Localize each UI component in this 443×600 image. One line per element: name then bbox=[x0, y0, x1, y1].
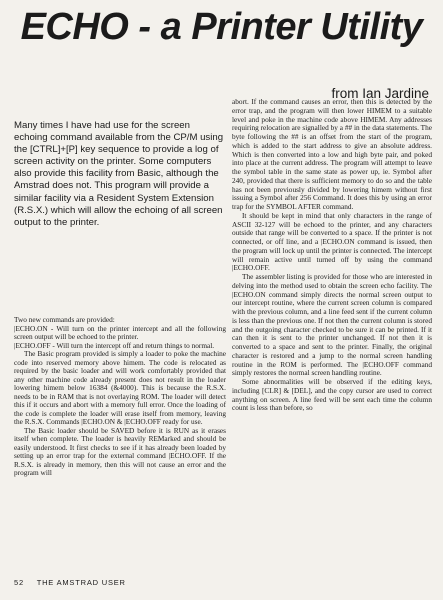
intro-paragraph: Many times I have had use for the screen echoing command available from the CP/M using the [CTRL]+[P] key sequence to provide a log of screen activity on the printer. Some computers also provide this facility from Basic, although the Amstrad does not. This program will provide a similar facility via a Resident System Extension (R.S.X.) which will allow the echoing of all screen output to the printer. bbox=[14, 120, 224, 228]
body-paragraph: Two new commands are provided: bbox=[14, 315, 115, 324]
body-paragraph: The Basic program provided is simply a loader to poke the machine code into reserved memory above himem. The code is relocated as required by the basic loader and will work comfortably provided that any other machine code already present does not result in the loader lowering himem below 16384 (&4000). This is because the R.S.X. needs to be in RAM that is not overlaying ROM. The loader will detect this if it occurs and abort with a memory full error. Once the loading of the code is complete the loader will erase itself from memory, leaving the R.S.X. Commands |ECHO.ON & |ECHO.OFF ready for use. bbox=[14, 349, 226, 426]
body-paragraph: Some abnormalities will be observed if the editing keys, including [CLR] & [DEL], and the copy cursor are used to correct anything on screen. A line feed will be sent each time the column count is less than before, so bbox=[232, 377, 432, 413]
body-paragraph: The Basic loader should be SAVED before it is RUN as it erases itself when complete. The loader is heavily REMarked and should be easily understood. It first checks to see if it has already been loaded by setting up an error trap for the external command |ECHO.OFF. If the R.S.X. is already in memory, then this will not cause an error and the program will bbox=[14, 425, 226, 477]
article-byline: from Ian Jardine bbox=[331, 86, 429, 101]
body-paragraph: abort. If the command causes an error, then this is detected by the error trap, and the program will then lower HIMEM to a suitable level and poke in the machine code above HIMEM. Any addresses requiring relocation are signalled by a ## in the data statements. The byte following the ## is an offset from the start of the program, which is added to the start address to give an absolute address. Which is then converted into a low and high byte pair, and poked into place at the current address. The program will attempt to leave the symbol table in the same state as power up, ie. Symbol after 240, provided that there is sufficient memory to do so and the table has not been previously divided by lowering himem without first issuing a Symbol after 256 Command. It does this by using an error trap for the SYMBOL AFTER command. bbox=[232, 97, 432, 211]
page-footer bbox=[14, 578, 136, 587]
body-paragraph: |ECHO.OFF - Will turn the intercept off and return things to normal. bbox=[14, 340, 215, 350]
body-paragraph: |ECHO.ON - Will turn on the printer intercept and all the following screen output will be echoed to the printer. bbox=[14, 323, 226, 341]
left-column bbox=[14, 316, 226, 478]
body-paragraph: It should be kept in mind that only characters in the range of ASCII 32-127 will be echoed to the printer, and any characters outside that range will be converted to a space. If the printer is not connected, or off line, and a |ECHO.ON command is issued, then the program will lock up until the printer is connected. The intercept will remain active until turned off by using the command |ECHO.OFF. bbox=[232, 210, 432, 273]
page-number: 52 bbox=[14, 578, 24, 587]
body-paragraph: The assembler listing is provided for those who are interested in delving into the method used to obtain the screen echo facility. The |ECHO.ON command simply directs the normal screen output to our intercept routine, where the current screen column is compared with the previous column, and a line feed sent if the current column is less than the previous one. If not then the current column is stored and the outgoing character checked to be sure it can be printed. If it can then it is sent to the printer unchanged. If not then it is converted to a space and sent to the printer. Finally, the original character is restored and a jump to the normal screen handling routine in the ROM is performed. The |ECHO.OFF command simply restores the normal screen handling routine. bbox=[232, 272, 432, 378]
right-column bbox=[232, 98, 432, 413]
article-title: ECHO - a Printer Utility bbox=[20, 6, 423, 48]
magazine-name: THE AMSTRAD USER bbox=[36, 578, 126, 587]
